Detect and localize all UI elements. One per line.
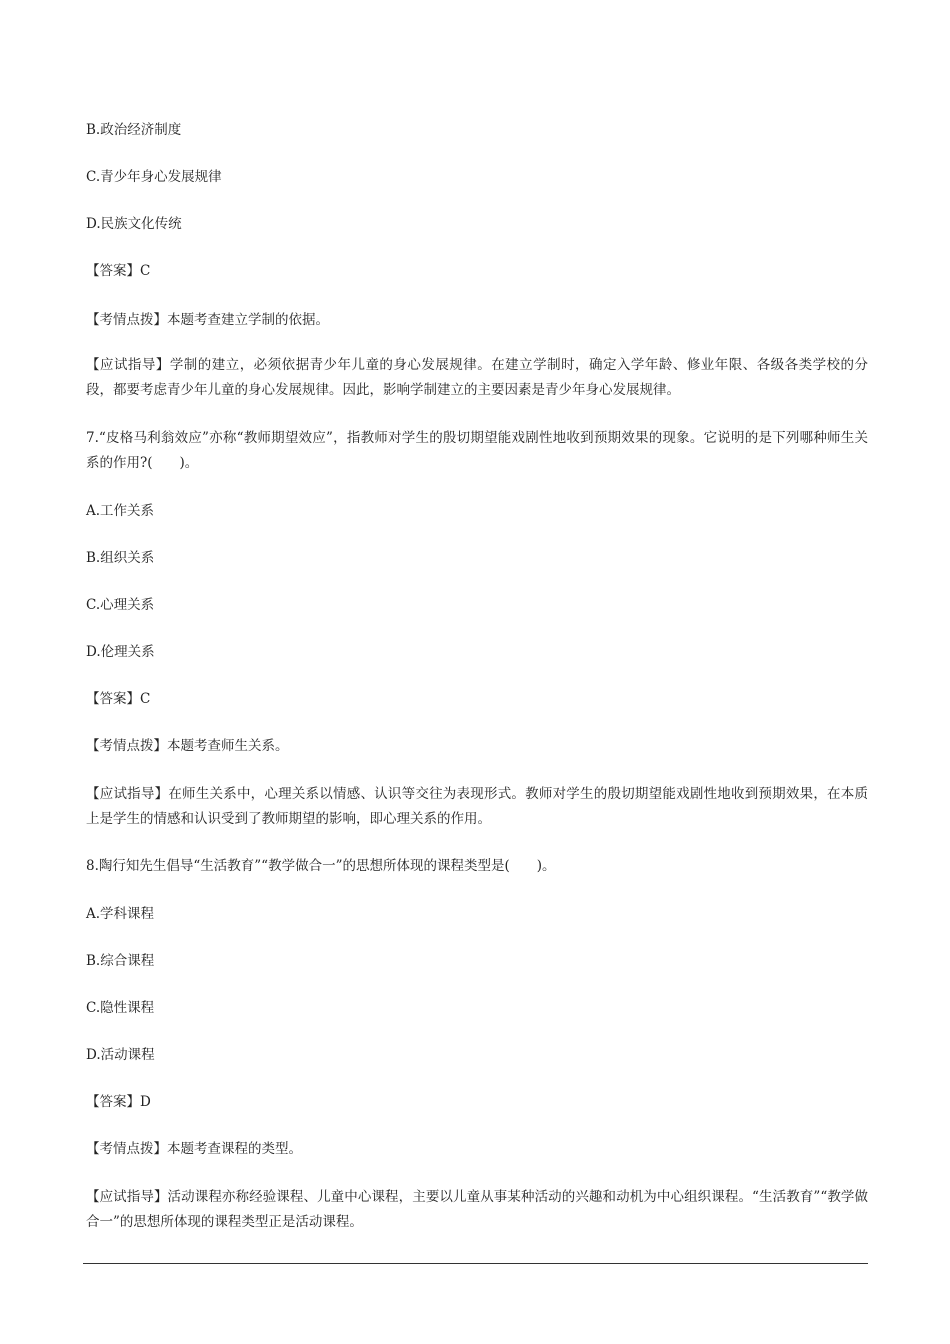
q8-option-b: B.综合课程 (86, 953, 155, 969)
q7-option-a: A.工作关系 (86, 503, 155, 519)
q7-option-d: D.伦理关系 (86, 644, 155, 660)
q8-question: 8.陶行知先生倡导“生活教育”“教学做合一”的思想所体现的课程类型是( )。 (86, 858, 556, 874)
q7-exam-point: 【考情点拨】本题考查师生关系。 (86, 738, 289, 754)
q8-guide: 【应试指导】活动课程亦称经验课程、儿童中心课程，主要以儿童从事某种活动的兴趣和动机为中心组织课程。“生活教育”“教学做合一”的思想所体现的课程类型正是活动课程。 (86, 1189, 868, 1230)
q8-option-a: A.学科课程 (86, 906, 155, 922)
q8-answer: 【答案】D (86, 1094, 151, 1110)
q6-option-c: C.青少年身心发展规律 (86, 169, 222, 185)
q7-question: 7.“皮格马利翁效应”亦称“教师期望效应”，指教师对学生的殷切期望能戏剧性地收到预期效果的现象。它说明的是下列哪种师生关系的作用?( )。 (86, 430, 868, 471)
q6-guide: 【应试指导】学制的建立，必须依据青少年儿童的身心发展规律。在建立学制时，确定入学年龄、修业年限、各级各类学校的分段，都要考虑青少年儿童的身心发展规律。因此，影响学制建立的主要因素是青少年身心发展规律。 (86, 357, 868, 398)
q7-option-b: B.组织关系 (86, 550, 155, 566)
q7-option-c: C.心理关系 (86, 597, 155, 613)
q6-answer: 【答案】C (86, 263, 151, 279)
q7-answer: 【答案】C (86, 691, 151, 707)
q6-option-b: B.政治经济制度 (86, 122, 182, 138)
q8-option-c: C.隐性课程 (86, 1000, 155, 1016)
q8-exam-point: 【考情点拨】本题考查课程的类型。 (86, 1141, 302, 1157)
footer-divider (83, 1263, 868, 1264)
q6-option-d: D.民族文化传统 (86, 216, 182, 232)
q6-exam-point: 【考情点拨】本题考查建立学制的依据。 (86, 312, 329, 328)
q7-guide: 【应试指导】在师生关系中，心理关系以情感、认识等交往为表现形式。教师对学生的殷切期望能戏剧性地收到预期效果，在本质上是学生的情感和认识受到了教师期望的影响，即心理关系的作用。 (86, 786, 868, 827)
q8-option-d: D.活动课程 (86, 1047, 155, 1063)
